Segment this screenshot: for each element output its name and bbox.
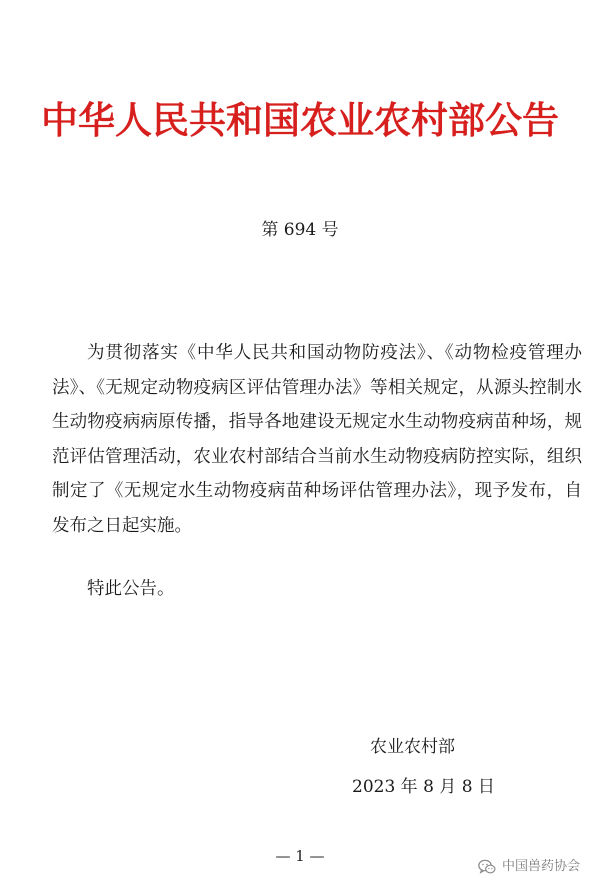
announcement-title: 中华人民共和国农业农村部公告 bbox=[41, 99, 559, 142]
watermark bbox=[478, 857, 580, 877]
issuing-organization: 农业农村部 bbox=[370, 737, 455, 757]
page-number: — 1 — bbox=[275, 847, 325, 865]
watermark-text: 中国兽药协会 bbox=[501, 859, 580, 874]
closing-statement: 特此公告。 bbox=[87, 579, 175, 599]
document-number: 第 694 号 bbox=[261, 220, 339, 240]
wechat-icon bbox=[478, 859, 496, 875]
announcement-body: 为贯彻落实《中华人民共和国动物防疫法》、《动物检疫管理办法》、《无规定动物疫病区评估管理办法》等相关规定，从源头控制水生动物疫病病原传播，指导各地建设无规定水生动物疫病苗种场，规范评估管理活动，农业农村部结合当前水生动物疫病防控实际，组织制定了《无规定水生动物疫病苗种场评估管理办法》，现予发布，自发布之日起实施。 bbox=[52, 343, 582, 536]
issue-date: 2023 年 8 月 8 日 bbox=[352, 777, 495, 797]
